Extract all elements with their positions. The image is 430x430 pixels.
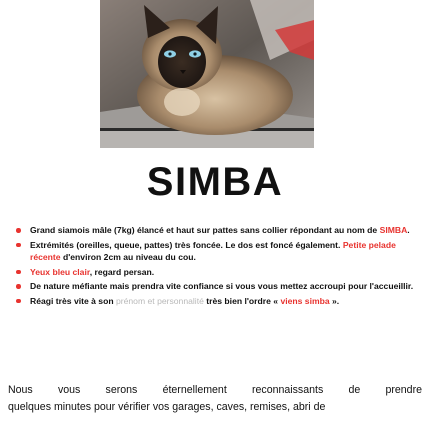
description-text: Grand siamois mâle (7kg) élancé et haut sur pattes sans collier répondant au nom de: [30, 225, 380, 235]
description-text: .: [407, 225, 410, 235]
faded-text: prénom et personnalité: [115, 295, 204, 306]
cat-illustration: [100, 0, 314, 148]
description-item-size: [14, 224, 418, 237]
description-text: , regard persan.: [89, 266, 155, 277]
description-text: ».: [329, 295, 340, 306]
description-item-eyes: [14, 266, 418, 279]
page-title: SIMBA: [146, 160, 284, 204]
description-text: Réagi très vite à son: [30, 295, 116, 306]
eyes-highlight: Yeux bleu clair: [30, 266, 90, 277]
call-phrase-highlight: viens simba: [280, 295, 330, 306]
bullet-icon: [16, 243, 21, 248]
bullet-icon: [16, 228, 21, 233]
description-text: De nature méfiante mais prendra vite confiance si vous vous mettez accroupi pour l'accueillir.: [30, 281, 414, 291]
cat-photo: [100, 0, 314, 148]
thanks-paragraph: [8, 382, 422, 416]
bullet-icon: [16, 270, 21, 275]
cat-name-highlight: SIMBA: [379, 225, 408, 235]
description-text: d'environ 2cm au niveau du cou.: [60, 252, 196, 262]
description-item-response: [14, 295, 418, 308]
bullet-icon: [16, 284, 21, 289]
pelade-highlight: Petite pelade récente: [30, 239, 396, 262]
description-item-temperament: [14, 280, 418, 293]
description-text: très bien l'ordre «: [203, 295, 281, 306]
description-text: Extrémités (oreilles, queue, pattes) très foncée. Le dos est foncé également.: [30, 239, 343, 250]
bullet-icon: [16, 299, 21, 304]
description-item-markings: [14, 239, 418, 264]
cat-description-list: [14, 224, 418, 309]
thanks-line-1: Nous vous serons éternellement reconnaissants de prendre: [8, 384, 422, 396]
thanks-line-2: quelques minutes pour vérifier vos garages, caves, remises, abri de: [8, 401, 326, 413]
